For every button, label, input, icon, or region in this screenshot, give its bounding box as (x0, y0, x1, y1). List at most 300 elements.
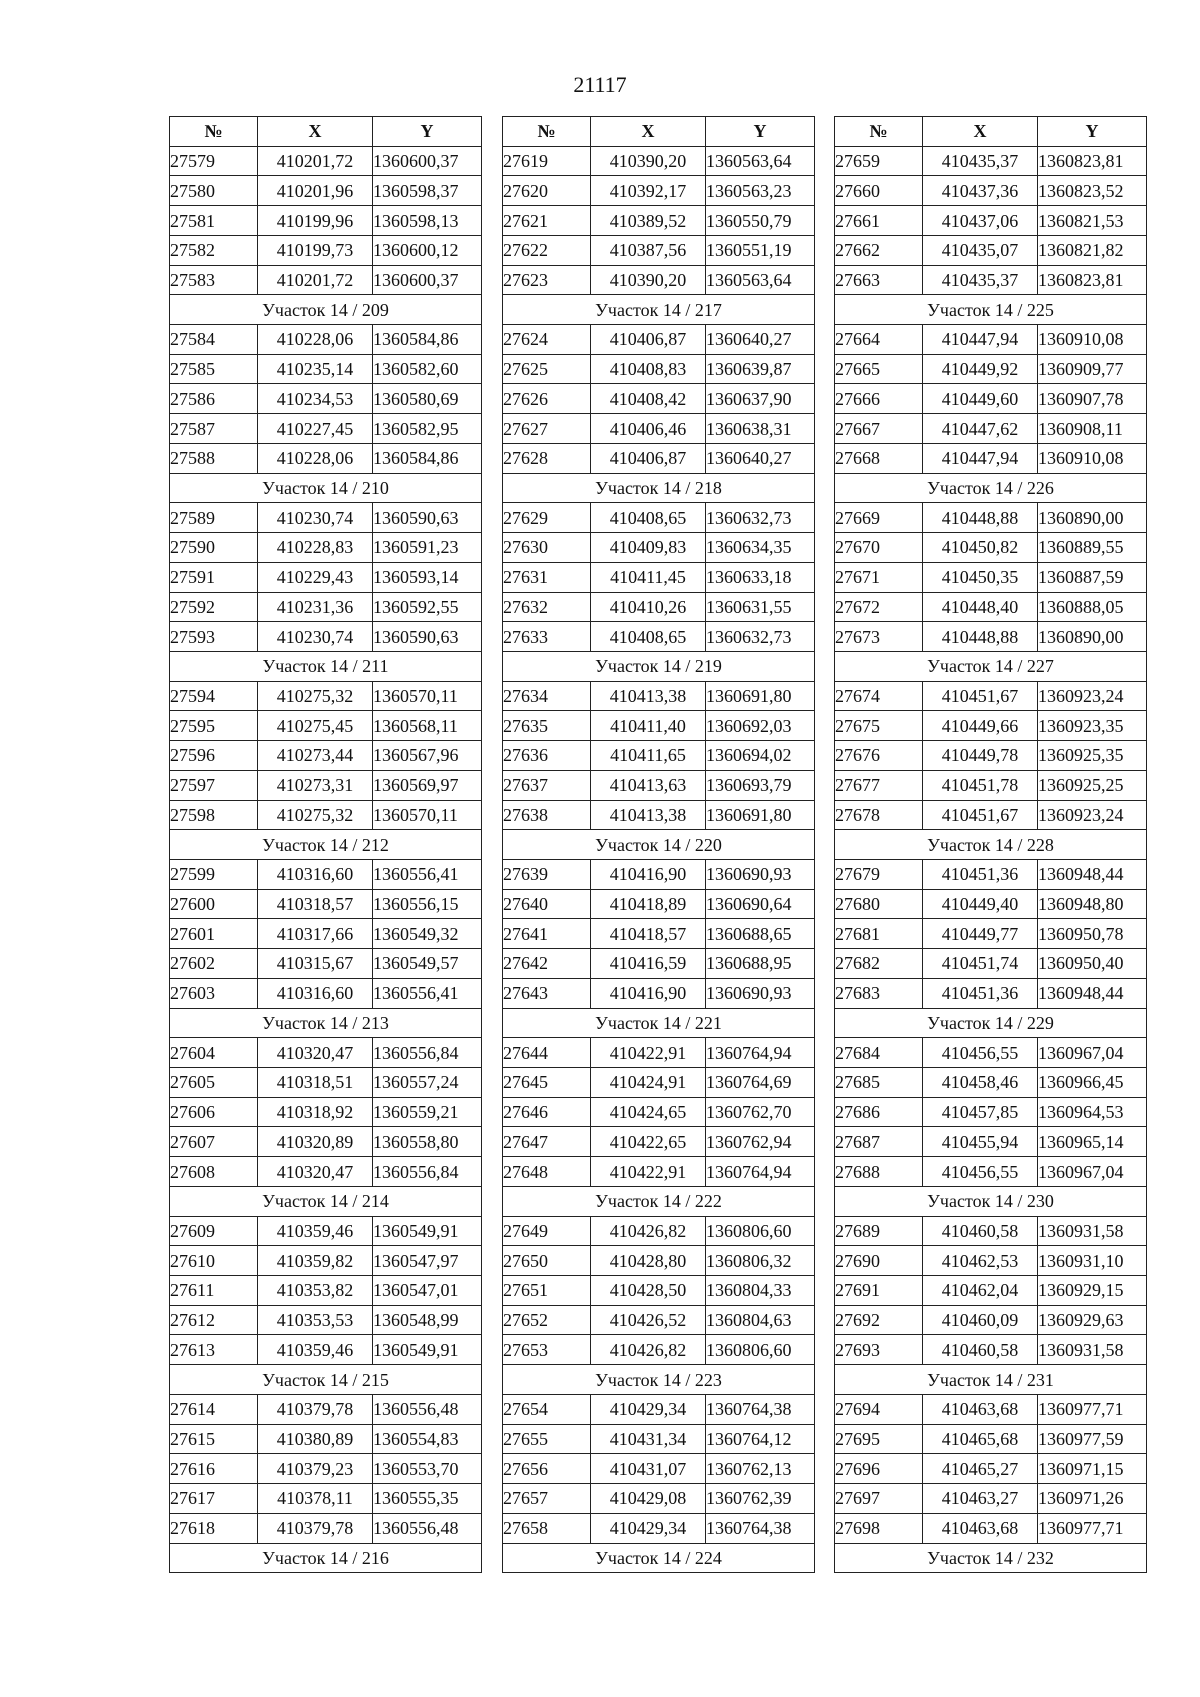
plot-label: Участок 14 / 212 (170, 830, 482, 860)
y-coordinate: 1360688,65 (706, 919, 815, 949)
point-number: 27692 (835, 1305, 923, 1335)
table-row (503, 1305, 815, 1335)
plot-label: Участок 14 / 230 (835, 1186, 1147, 1216)
x-coordinate: 410199,96 (258, 206, 373, 236)
point-number: 27696 (835, 1454, 923, 1484)
table-row (503, 354, 815, 384)
x-coordinate: 410451,74 (923, 949, 1038, 979)
y-coordinate: 1360965,14 (1038, 1127, 1147, 1157)
y-coordinate: 1360591,23 (373, 533, 482, 563)
table-row (170, 325, 482, 355)
x-coordinate: 410406,46 (591, 414, 706, 444)
y-coordinate: 1360548,99 (373, 1305, 482, 1335)
table-row (503, 711, 815, 741)
point-number: 27642 (503, 949, 591, 979)
table-row (835, 1246, 1147, 1276)
point-number: 27657 (503, 1484, 591, 1514)
x-coordinate: 410435,37 (923, 146, 1038, 176)
point-number: 27626 (503, 384, 591, 414)
y-coordinate: 1360931,58 (1038, 1335, 1147, 1365)
table-row (503, 592, 815, 622)
point-number: 27698 (835, 1513, 923, 1543)
table-row (170, 1068, 482, 1098)
x-coordinate: 410463,68 (923, 1394, 1038, 1424)
y-coordinate: 1360806,60 (706, 1216, 815, 1246)
header-row (835, 117, 1147, 147)
plot-label: Участок 14 / 209 (170, 295, 482, 325)
table-row (503, 414, 815, 444)
plot-label-row (503, 830, 815, 860)
table-row (835, 265, 1147, 295)
y-coordinate: 1360888,05 (1038, 592, 1147, 622)
header-number: № (835, 117, 923, 147)
table-row (503, 919, 815, 949)
plot-label: Участок 14 / 213 (170, 1008, 482, 1038)
coordinate-table-3 (834, 116, 1147, 1573)
table-row (835, 1038, 1147, 1068)
plot-label-row (503, 1186, 815, 1216)
y-coordinate: 1360821,82 (1038, 235, 1147, 265)
table-row (835, 562, 1147, 592)
point-number: 27647 (503, 1127, 591, 1157)
x-coordinate: 410465,68 (923, 1424, 1038, 1454)
x-coordinate: 410318,57 (258, 889, 373, 919)
y-coordinate: 1360550,79 (706, 206, 815, 236)
point-number: 27633 (503, 622, 591, 652)
point-number: 27676 (835, 741, 923, 771)
y-coordinate: 1360948,44 (1038, 859, 1147, 889)
table-row (835, 1394, 1147, 1424)
y-coordinate: 1360692,03 (706, 711, 815, 741)
y-coordinate: 1360693,79 (706, 770, 815, 800)
point-number: 27602 (170, 949, 258, 979)
x-coordinate: 410418,57 (591, 919, 706, 949)
point-number: 27675 (835, 711, 923, 741)
point-number: 27690 (835, 1246, 923, 1276)
y-coordinate: 1360580,69 (373, 384, 482, 414)
table-row (170, 889, 482, 919)
plot-label-row (503, 473, 815, 503)
y-coordinate: 1360556,41 (373, 978, 482, 1008)
plot-label: Участок 14 / 225 (835, 295, 1147, 325)
table-row (835, 859, 1147, 889)
table-row (835, 889, 1147, 919)
y-coordinate: 1360762,94 (706, 1127, 815, 1157)
y-coordinate: 1360556,84 (373, 1038, 482, 1068)
y-coordinate: 1360582,95 (373, 414, 482, 444)
table-row (170, 265, 482, 295)
x-coordinate: 410448,40 (923, 592, 1038, 622)
table-row (835, 443, 1147, 473)
table-row (835, 1335, 1147, 1365)
y-coordinate: 1360557,24 (373, 1068, 482, 1098)
y-coordinate: 1360971,15 (1038, 1454, 1147, 1484)
table-row (835, 919, 1147, 949)
point-number: 27617 (170, 1484, 258, 1514)
y-coordinate: 1360631,55 (706, 592, 815, 622)
x-coordinate: 410422,65 (591, 1127, 706, 1157)
x-coordinate: 410422,91 (591, 1038, 706, 1068)
y-coordinate: 1360640,27 (706, 325, 815, 355)
y-coordinate: 1360634,35 (706, 533, 815, 563)
plot-label: Участок 14 / 224 (503, 1543, 815, 1573)
point-number: 27588 (170, 443, 258, 473)
table-row (170, 1335, 482, 1365)
table-row (170, 741, 482, 771)
y-coordinate: 1360600,37 (373, 146, 482, 176)
y-coordinate: 1360592,55 (373, 592, 482, 622)
y-coordinate: 1360762,70 (706, 1097, 815, 1127)
plot-label-row (835, 1008, 1147, 1038)
table-row (503, 1068, 815, 1098)
y-coordinate: 1360556,48 (373, 1394, 482, 1424)
point-number: 27663 (835, 265, 923, 295)
x-coordinate: 410413,38 (591, 681, 706, 711)
y-coordinate: 1360640,27 (706, 443, 815, 473)
table-row (503, 384, 815, 414)
point-number: 27683 (835, 978, 923, 1008)
y-coordinate: 1360925,35 (1038, 741, 1147, 771)
point-number: 27661 (835, 206, 923, 236)
header-row (170, 117, 482, 147)
point-number: 27603 (170, 978, 258, 1008)
y-coordinate: 1360551,19 (706, 235, 815, 265)
point-number: 27592 (170, 592, 258, 622)
x-coordinate: 410428,50 (591, 1276, 706, 1306)
table-row (170, 800, 482, 830)
x-coordinate: 410449,92 (923, 354, 1038, 384)
table-row (835, 146, 1147, 176)
x-coordinate: 410450,82 (923, 533, 1038, 563)
plot-label: Участок 14 / 214 (170, 1186, 482, 1216)
y-coordinate: 1360559,21 (373, 1097, 482, 1127)
point-number: 27669 (835, 503, 923, 533)
point-number: 27586 (170, 384, 258, 414)
x-coordinate: 410229,43 (258, 562, 373, 592)
y-coordinate: 1360569,97 (373, 770, 482, 800)
x-coordinate: 410447,94 (923, 325, 1038, 355)
y-coordinate: 1360582,60 (373, 354, 482, 384)
point-number: 27643 (503, 978, 591, 1008)
point-number: 27615 (170, 1424, 258, 1454)
point-number: 27641 (503, 919, 591, 949)
y-coordinate: 1360555,35 (373, 1484, 482, 1514)
table-row (835, 1305, 1147, 1335)
plot-label: Участок 14 / 231 (835, 1365, 1147, 1395)
y-coordinate: 1360632,73 (706, 622, 815, 652)
y-coordinate: 1360909,77 (1038, 354, 1147, 384)
plot-label-row (503, 651, 815, 681)
table-row (170, 1246, 482, 1276)
plot-label-row (170, 295, 482, 325)
point-number: 27613 (170, 1335, 258, 1365)
point-number: 27618 (170, 1513, 258, 1543)
x-coordinate: 410450,35 (923, 562, 1038, 592)
table-row (503, 1157, 815, 1187)
y-coordinate: 1360910,08 (1038, 443, 1147, 473)
table-row (835, 770, 1147, 800)
plot-label: Участок 14 / 222 (503, 1186, 815, 1216)
table-row (835, 949, 1147, 979)
table-row (503, 770, 815, 800)
x-coordinate: 410320,89 (258, 1127, 373, 1157)
table-row (170, 1513, 482, 1543)
header-number: № (170, 117, 258, 147)
x-coordinate: 410320,47 (258, 1038, 373, 1068)
table-row (503, 1335, 815, 1365)
x-coordinate: 410448,88 (923, 503, 1038, 533)
x-coordinate: 410378,11 (258, 1484, 373, 1514)
y-coordinate: 1360590,63 (373, 622, 482, 652)
y-coordinate: 1360923,24 (1038, 681, 1147, 711)
y-coordinate: 1360764,94 (706, 1157, 815, 1187)
plot-label: Участок 14 / 232 (835, 1543, 1147, 1573)
table-row (503, 741, 815, 771)
table-row (503, 503, 815, 533)
y-coordinate: 1360931,58 (1038, 1216, 1147, 1246)
x-coordinate: 410456,55 (923, 1157, 1038, 1187)
header-x: X (258, 117, 373, 147)
y-coordinate: 1360598,37 (373, 176, 482, 206)
point-number: 27654 (503, 1394, 591, 1424)
y-coordinate: 1360910,08 (1038, 325, 1147, 355)
point-number: 27624 (503, 325, 591, 355)
x-coordinate: 410426,52 (591, 1305, 706, 1335)
x-coordinate: 410228,06 (258, 325, 373, 355)
table-row (835, 1484, 1147, 1514)
table-row (503, 1216, 815, 1246)
point-number: 27584 (170, 325, 258, 355)
plot-label: Участок 14 / 210 (170, 473, 482, 503)
point-number: 27695 (835, 1424, 923, 1454)
y-coordinate: 1360547,01 (373, 1276, 482, 1306)
coordinate-table-2 (502, 116, 815, 1573)
x-coordinate: 410231,36 (258, 592, 373, 622)
table-row (170, 146, 482, 176)
y-coordinate: 1360637,90 (706, 384, 815, 414)
x-coordinate: 410408,65 (591, 622, 706, 652)
x-coordinate: 410451,67 (923, 681, 1038, 711)
table-row (170, 770, 482, 800)
point-number: 27684 (835, 1038, 923, 1068)
x-coordinate: 410460,58 (923, 1335, 1038, 1365)
page-number: 21117 (573, 72, 627, 97)
plot-label-row (835, 1543, 1147, 1573)
y-coordinate: 1360690,64 (706, 889, 815, 919)
y-coordinate: 1360964,53 (1038, 1097, 1147, 1127)
point-number: 27679 (835, 859, 923, 889)
x-coordinate: 410273,31 (258, 770, 373, 800)
table-row (503, 1454, 815, 1484)
y-coordinate: 1360549,32 (373, 919, 482, 949)
plot-label-row (835, 651, 1147, 681)
table-row (503, 889, 815, 919)
plot-label-row (503, 1365, 815, 1395)
table-row (170, 503, 482, 533)
y-coordinate: 1360691,80 (706, 800, 815, 830)
plot-label: Участок 14 / 227 (835, 651, 1147, 681)
table-row (835, 1513, 1147, 1543)
y-coordinate: 1360967,04 (1038, 1038, 1147, 1068)
y-coordinate: 1360887,59 (1038, 562, 1147, 592)
x-coordinate: 410463,27 (923, 1484, 1038, 1514)
point-number: 27587 (170, 414, 258, 444)
y-coordinate: 1360931,10 (1038, 1246, 1147, 1276)
header-y: Y (706, 117, 815, 147)
y-coordinate: 1360547,97 (373, 1246, 482, 1276)
y-coordinate: 1360691,80 (706, 681, 815, 711)
y-coordinate: 1360584,86 (373, 443, 482, 473)
table-row (835, 503, 1147, 533)
point-number: 27678 (835, 800, 923, 830)
x-coordinate: 410410,26 (591, 592, 706, 622)
y-coordinate: 1360558,80 (373, 1127, 482, 1157)
point-number: 27638 (503, 800, 591, 830)
x-coordinate: 410406,87 (591, 443, 706, 473)
table-row (170, 1394, 482, 1424)
table-row (503, 1127, 815, 1157)
y-coordinate: 1360600,12 (373, 235, 482, 265)
table-row (503, 1038, 815, 1068)
point-number: 27580 (170, 176, 258, 206)
plot-label: Участок 14 / 223 (503, 1365, 815, 1395)
x-coordinate: 410460,09 (923, 1305, 1038, 1335)
table-row (835, 176, 1147, 206)
plot-label-row (503, 1543, 815, 1573)
point-number: 27648 (503, 1157, 591, 1187)
plot-label: Участок 14 / 215 (170, 1365, 482, 1395)
table-row (170, 622, 482, 652)
y-coordinate: 1360553,70 (373, 1454, 482, 1484)
point-number: 27628 (503, 443, 591, 473)
point-number: 27597 (170, 770, 258, 800)
point-number: 27598 (170, 800, 258, 830)
plot-label: Участок 14 / 217 (503, 295, 815, 325)
table-row (170, 414, 482, 444)
y-coordinate: 1360568,11 (373, 711, 482, 741)
table-row (835, 1068, 1147, 1098)
x-coordinate: 410409,83 (591, 533, 706, 563)
point-number: 27653 (503, 1335, 591, 1365)
x-coordinate: 410449,40 (923, 889, 1038, 919)
point-number: 27645 (503, 1068, 591, 1098)
table-row (503, 681, 815, 711)
point-number: 27652 (503, 1305, 591, 1335)
table-row (170, 711, 482, 741)
x-coordinate: 410462,53 (923, 1246, 1038, 1276)
point-number: 27623 (503, 265, 591, 295)
table-row (835, 1157, 1147, 1187)
plot-label-row (170, 1543, 482, 1573)
table-row (835, 1097, 1147, 1127)
x-coordinate: 410359,46 (258, 1335, 373, 1365)
table-row (170, 1216, 482, 1246)
point-number: 27682 (835, 949, 923, 979)
y-coordinate: 1360549,57 (373, 949, 482, 979)
table-row (503, 1513, 815, 1543)
point-number: 27656 (503, 1454, 591, 1484)
y-coordinate: 1360804,63 (706, 1305, 815, 1335)
x-coordinate: 410230,74 (258, 503, 373, 533)
y-coordinate: 1360563,64 (706, 265, 815, 295)
x-coordinate: 410316,60 (258, 859, 373, 889)
x-coordinate: 410390,20 (591, 265, 706, 295)
header-x: X (923, 117, 1038, 147)
x-coordinate: 410451,67 (923, 800, 1038, 830)
point-number: 27599 (170, 859, 258, 889)
table-row (170, 949, 482, 979)
y-coordinate: 1360806,60 (706, 1335, 815, 1365)
table-row (503, 1276, 815, 1306)
table-row (170, 859, 482, 889)
table-row (170, 1038, 482, 1068)
point-number: 27581 (170, 206, 258, 236)
table-row (503, 859, 815, 889)
table-row (835, 711, 1147, 741)
x-coordinate: 410447,94 (923, 443, 1038, 473)
y-coordinate: 1360554,83 (373, 1424, 482, 1454)
x-coordinate: 410456,55 (923, 1038, 1038, 1068)
x-coordinate: 410435,37 (923, 265, 1038, 295)
point-number: 27693 (835, 1335, 923, 1365)
y-coordinate: 1360907,78 (1038, 384, 1147, 414)
point-number: 27640 (503, 889, 591, 919)
table-row (835, 1216, 1147, 1246)
y-coordinate: 1360690,93 (706, 978, 815, 1008)
x-coordinate: 410437,36 (923, 176, 1038, 206)
x-coordinate: 410390,20 (591, 146, 706, 176)
x-coordinate: 410426,82 (591, 1216, 706, 1246)
point-number: 27608 (170, 1157, 258, 1187)
y-coordinate: 1360556,15 (373, 889, 482, 919)
point-number: 27632 (503, 592, 591, 622)
y-coordinate: 1360821,53 (1038, 206, 1147, 236)
point-number: 27673 (835, 622, 923, 652)
table-row (835, 1127, 1147, 1157)
x-coordinate: 410431,34 (591, 1424, 706, 1454)
x-coordinate: 410416,90 (591, 978, 706, 1008)
x-coordinate: 410230,74 (258, 622, 373, 652)
header-y: Y (1038, 117, 1147, 147)
y-coordinate: 1360925,25 (1038, 770, 1147, 800)
y-coordinate: 1360690,93 (706, 859, 815, 889)
y-coordinate: 1360950,40 (1038, 949, 1147, 979)
plot-label-row (170, 1186, 482, 1216)
point-number: 27650 (503, 1246, 591, 1276)
point-number: 27627 (503, 414, 591, 444)
table-row (835, 592, 1147, 622)
table-row (503, 562, 815, 592)
plot-label-row (170, 473, 482, 503)
x-coordinate: 410201,72 (258, 265, 373, 295)
point-number: 27694 (835, 1394, 923, 1424)
table-row (503, 1424, 815, 1454)
point-number: 27667 (835, 414, 923, 444)
table-row (170, 206, 482, 236)
table-row (835, 800, 1147, 830)
x-coordinate: 410448,88 (923, 622, 1038, 652)
table-row (170, 176, 482, 206)
x-coordinate: 410435,07 (923, 235, 1038, 265)
x-coordinate: 410228,06 (258, 443, 373, 473)
y-coordinate: 1360950,78 (1038, 919, 1147, 949)
y-coordinate: 1360600,37 (373, 265, 482, 295)
plot-label-row (835, 1186, 1147, 1216)
x-coordinate: 410392,17 (591, 176, 706, 206)
point-number: 27660 (835, 176, 923, 206)
table-row (170, 1157, 482, 1187)
header-x: X (591, 117, 706, 147)
